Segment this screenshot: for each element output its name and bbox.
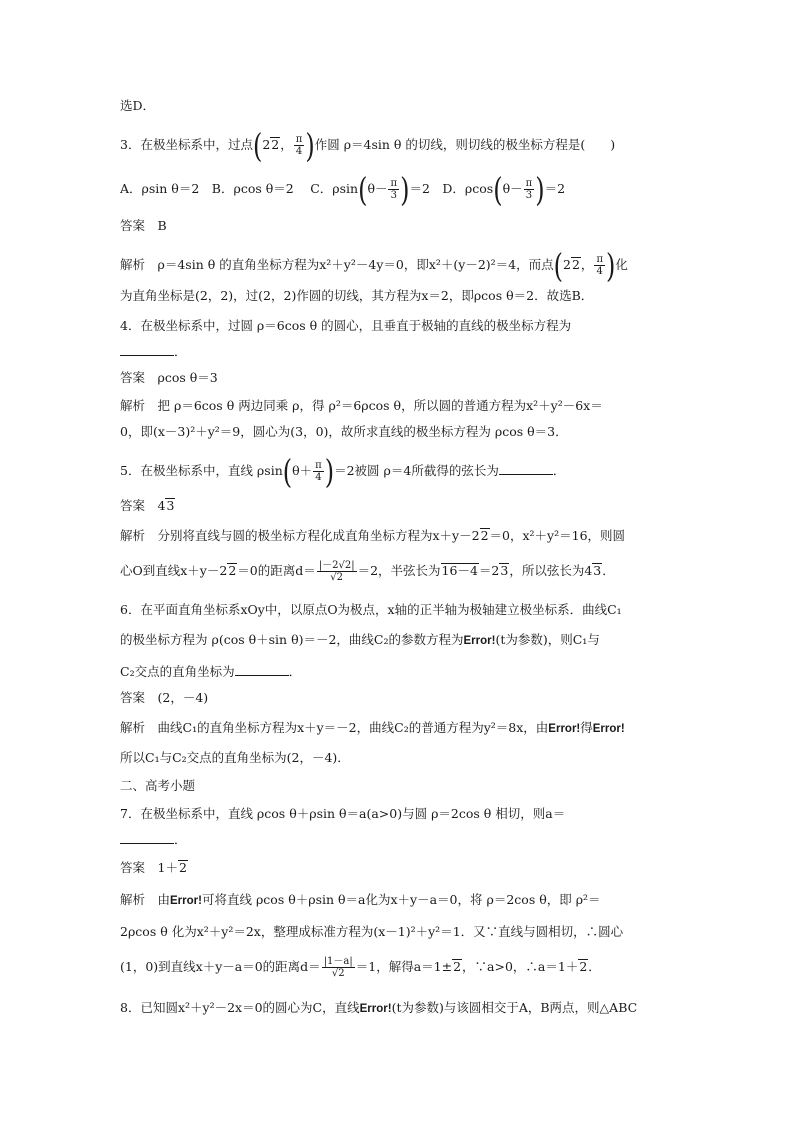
analysis-7: 解析 由Error!可将直线 ρcos θ＋ρsin θ＝a化为x＋y－a＝0，将 ρ＝2cos θ，即 ρ²＝: [120, 892, 601, 907]
question-3: 3．在极坐标系中，过点(22， $\frac{\pi}{4}$ )作圆 ρ＝4sin θ 的切线，则切线的极坐标方程是( ): [120, 126, 616, 165]
text-line: 为直角坐标是(2，2)，过(2，2)作圆的切线，其方程为x＝2，即ρcos θ＝2．故选B．: [120, 288, 594, 303]
section-heading: 二、高考小题: [120, 778, 196, 793]
analysis-6: 解析 曲线C₁的直角坐标方程为x＋y＝－2，曲线C₂的普通方程为y²＝8x，由Error!得Error!: [120, 720, 625, 735]
answer-blank: ．: [120, 342, 187, 362]
answer-blank: ．: [120, 830, 187, 850]
analysis-3: 解析 ρ＝4sin θ 的直角坐标方程为x²＋y²－4y＝0，即x²＋(y－2)²＝4，而点(22， $\frac{\pi}{4}$ )化: [120, 246, 628, 285]
answer-3: 答案 B: [120, 218, 167, 233]
question-7: 7．在极坐标系中，直线 ρcos θ＋ρsin θ＝a(a>0)与圆 ρ＝2cos θ 相切，则a＝: [120, 806, 566, 821]
answer-7: 答案 1＋2: [120, 860, 187, 875]
text-line: (1，0)到直线x＋y－a＝0的距离d＝ $\frac{|1-a|}{√2}$ ＝1，解得a＝1±2，∵a>0，∴a＝1＋2．: [120, 956, 601, 979]
question-8: 8．已知圆x²＋y²－2x＝0的圆心为C，直线Error!(t为参数)与该圆相交于A，B两点，则△ABC: [120, 1000, 638, 1015]
text-line: 0，即(x－3)²＋y²＝9，圆心为(3，0)，故所求直线的极坐标方程为 ρcos θ＝3．: [120, 424, 568, 439]
answer-5: 答案 43: [120, 498, 175, 513]
answer-6: 答案 (2，－4): [120, 690, 209, 705]
analysis-5: 解析 分别将直线与圆的极坐标方程化成直角坐标方程为x＋y－22＝0，x²＋y²＝16，则圆: [120, 528, 626, 543]
analysis-4: 解析 把 ρ＝6cos θ 两边同乘 ρ，得 ρ²＝6ρcos θ，所以圆的普通方程为x²＋y²－6x＝: [120, 398, 603, 413]
text-line: 选D．: [120, 98, 156, 113]
question-3-options: A．ρsin θ＝2 B．ρcos θ＝2 C．ρsin(θ－ $\frac{\pi}{3}$ )＝2 D．ρcos(θ－ $\frac{\pi}{3}$ )＝2: [120, 170, 566, 209]
question-5: 5．在极坐标系中，直线 ρsin(θ＋ $\frac{\pi}{4}$ )＝2被圆 ρ＝4所截得的弦长为 ．: [120, 452, 566, 491]
question-4: 4．在极坐标系中，过圆 ρ＝6cos θ 的圆心，且垂直于极轴的直线的极坐标方程为: [120, 318, 572, 333]
text-line: C₂交点的直角坐标为 ．: [120, 664, 302, 679]
answer-4: 答案 ρcos θ＝3: [120, 370, 218, 385]
text-line: 所以C₁与C₂交点的直角坐标为(2，－4)．: [120, 750, 350, 765]
text-line: 的极坐标方程为 ρ(cos θ＋sin θ)＝－2，曲线C₂的参数方程为Error!(t为参数)，则C₁与: [120, 632, 600, 647]
question-6: 6．在平面直角坐标系xOy中，以原点O为极点，x轴的正半轴为极轴建立极坐标系．曲线C₁: [120, 602, 622, 617]
text-line: 心O到直线x＋y－22＝0的距离d＝ $\frac{|-2√2|}{√2}$ ＝2，半弦长为16－4＝23，所以弦长为43．: [120, 560, 615, 583]
text-line: 2ρcos θ 化为x²＋y²＝2x，整理成标准方程为(x－1)²＋y²＝1．又∵直线与圆相切，∴圆心: [120, 924, 624, 939]
